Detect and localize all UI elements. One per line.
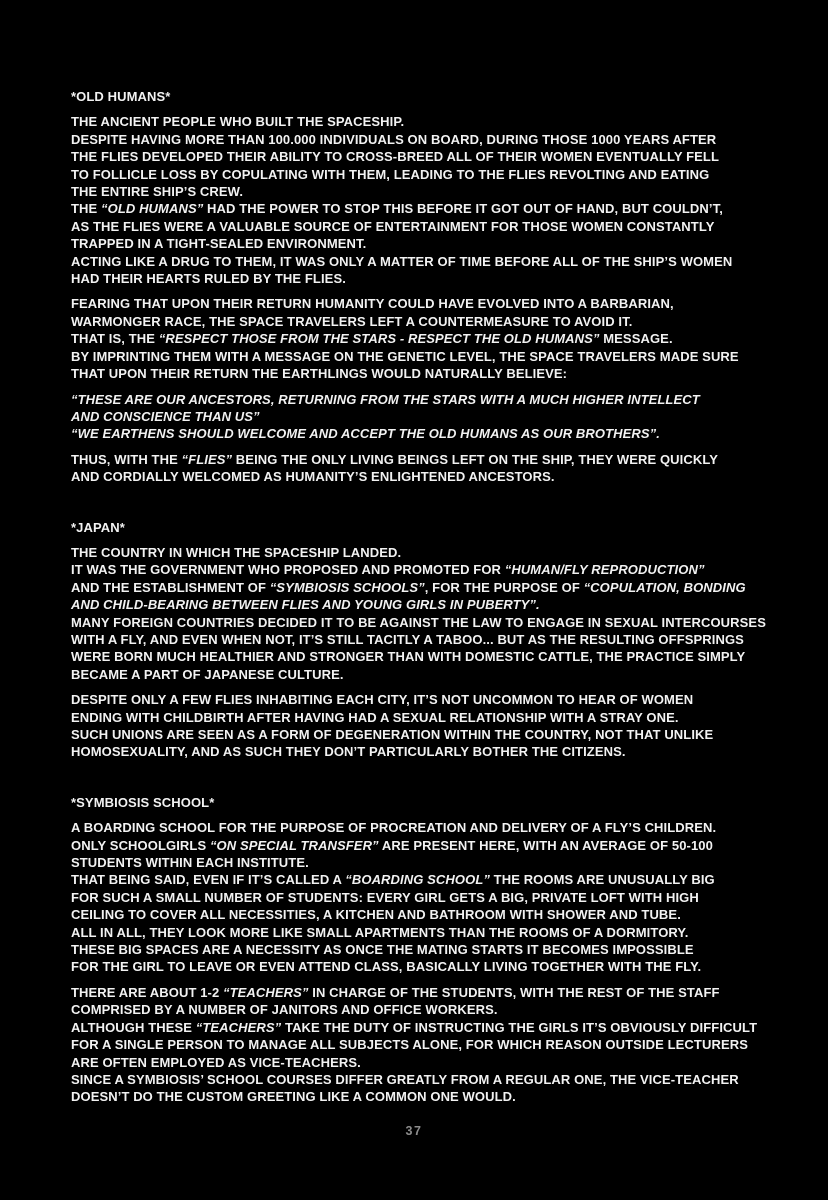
- text-line: [71, 218, 791, 235]
- paragraph: [71, 295, 791, 382]
- text-segment: THE ROOMS ARE UNUSUALLY BIG: [489, 872, 715, 888]
- italic-text-segment: “TEACHERS”: [195, 1019, 282, 1035]
- text-segment: THAT UPON THEIR RETURN THE EARTHLINGS WOULD NATURALLY BELIEVE:: [71, 366, 568, 382]
- italic-text-segment: “BOARDING SCHOOL”: [345, 872, 490, 888]
- text-line: [71, 270, 791, 287]
- text-line: [71, 871, 791, 888]
- text-segment: WARMONGER RACE, THE SPACE TRAVELERS LEFT A COUNTERMEASURE TO AVOID IT.: [71, 313, 633, 329]
- text-line: [71, 984, 791, 1001]
- italic-text-segment: “OLD HUMANS”: [101, 201, 204, 217]
- text-segment: IN CHARGE OF THE STUDENTS, WITH THE REST OF THE STAFF: [308, 984, 720, 1000]
- text-segment: SUCH UNIONS ARE SEEN AS A FORM OF DEGENERATION WITHIN THE COUNTRY, NOT THAT UNLIKE: [71, 727, 714, 742]
- text-segment: A BOARDING SCHOOL FOR THE PURPOSE OF PROCREATION AND DELIVERY OF A FLY’S CHILDREN.: [71, 820, 717, 836]
- text-line: [71, 648, 791, 665]
- text-segment: THAT IS, THE: [71, 331, 159, 347]
- text-segment: HAD THE POWER TO STOP THIS BEFORE IT GOT OUT OF HAND, BUT COULDN’T,: [203, 201, 723, 217]
- text-segment: BY IMPRINTING THEM WITH A MESSAGE ON THE GENETIC LEVEL, THE SPACE TRAVELERS MADE SURE: [71, 348, 739, 364]
- text-segment: BECAME A PART OF JAPANESE CULTURE.: [71, 666, 344, 682]
- text-line: [71, 906, 791, 923]
- text-content: [71, 88, 791, 1106]
- section-japan: [71, 519, 791, 761]
- text-line: [71, 691, 791, 708]
- section-heading: *SYMBIOSIS SCHOOL*: [71, 794, 215, 810]
- text-line: [71, 819, 791, 836]
- text-line: [71, 235, 791, 252]
- text-segment: TAKE THE DUTY OF INSTRUCTING THE GIRLS IT’S OBVIOUSLY DIFFICULT: [281, 1019, 758, 1035]
- text-line: [71, 726, 791, 743]
- italic-text-segment: “THESE ARE OUR ANCESTORS, RETURNING FROM THE STARS WITH A MUCH HIGHER INTELLECT: [71, 391, 700, 407]
- text-line: [71, 854, 791, 871]
- text-segment: MESSAGE.: [599, 331, 673, 347]
- text-line: [71, 148, 791, 165]
- paragraph: [71, 984, 791, 1106]
- text-segment: FOR A SINGLE PERSON TO MANAGE ALL SUBJECTS ALONE, FOR WHICH REASON OUTSIDE LECTURERS: [71, 1037, 748, 1053]
- text-line: [71, 330, 791, 347]
- text-line: [71, 468, 791, 485]
- text-segment: HAD THEIR HEARTS RULED BY THE FLIES.: [71, 271, 346, 287]
- text-line: [71, 1054, 791, 1071]
- text-line: [71, 1019, 791, 1036]
- paragraph: [71, 451, 791, 486]
- text-line: [71, 200, 791, 217]
- text-line: [71, 1071, 791, 1088]
- text-line: [71, 889, 791, 906]
- text-segment: DESPITE ONLY A FEW FLIES INHABITING EACH CITY, IT’S NOT UNCOMMON TO HEAR OF WOMEN: [71, 692, 694, 708]
- text-line: [71, 253, 791, 270]
- text-segment: IT WAS THE GOVERNMENT WHO PROPOSED AND PROMOTED FOR: [71, 562, 505, 578]
- text-line: [71, 1088, 791, 1105]
- text-segment: TO FOLLICLE LOSS BY COPULATING WITH THEM, LEADING TO THE FLIES REVOLTING AND EATING: [71, 166, 710, 182]
- text-segment: ENDING WITH CHILDBIRTH AFTER HAVING HAD A SEXUAL RELATIONSHIP WITH A STRAY ONE.: [71, 709, 679, 725]
- text-segment: BEING THE ONLY LIVING BEINGS LEFT ON THE SHIP, THEY WERE QUICKLY: [232, 451, 718, 467]
- text-segment: THE ANCIENT PEOPLE WHO BUILT THE SPACESHIP.: [71, 114, 405, 130]
- text-segment: ALTHOUGH THESE: [71, 1019, 196, 1035]
- text-segment: SINCE A SYMBIOSIS’ SCHOOL COURSES DIFFER GREATLY FROM A REGULAR ONE, THE VICE-TEACHER: [71, 1071, 739, 1087]
- text-line: [71, 408, 791, 425]
- paragraph: [71, 391, 791, 443]
- paragraph: [71, 113, 791, 287]
- text-line: [71, 451, 791, 468]
- text-segment: ARE PRESENT HERE, WITH AN AVERAGE OF 50-100: [378, 837, 713, 853]
- text-segment: CEILING TO COVER ALL NECESSITIES, A KITCHEN AND BATHROOM WITH SHOWER AND TUBE.: [71, 907, 681, 923]
- text-line: [71, 941, 791, 958]
- section-heading: *OLD HUMANS*: [71, 89, 171, 104]
- text-line: [71, 313, 791, 330]
- paragraph: [71, 544, 791, 683]
- text-segment: STUDENTS WITHIN EACH INSTITUTE.: [71, 855, 309, 871]
- paragraph: [71, 691, 791, 761]
- text-line: [71, 1036, 791, 1053]
- text-line: [71, 166, 791, 183]
- text-line: [71, 131, 791, 148]
- page-number: 37: [405, 1124, 423, 1138]
- text-segment: FEARING THAT UPON THEIR RETURN HUMANITY COULD HAVE EVOLVED INTO A BARBARIAN,: [71, 296, 674, 312]
- text-segment: AND THE ESTABLISHMENT OF: [71, 579, 270, 595]
- italic-text-segment: “WE EARTHENS SHOULD WELCOME AND ACCEPT THE OLD HUMANS AS OUR BROTHERS”.: [71, 426, 660, 442]
- text-line: [71, 425, 791, 442]
- text-segment: ONLY SCHOOLGIRLS: [71, 837, 210, 853]
- text-line: [71, 958, 791, 975]
- text-line: [71, 113, 791, 130]
- text-segment: ARE OFTEN EMPLOYED AS VICE-TEACHERS.: [71, 1054, 361, 1070]
- italic-text-segment: “FLIES”: [181, 451, 233, 467]
- text-line: [71, 1001, 791, 1018]
- text-segment: WERE BORN MUCH HEALTHIER AND STRONGER THAN WITH DOMESTIC CATTLE, THE PRACTICE SIMPLY: [71, 649, 746, 665]
- text-segment: THUS, WITH THE: [71, 451, 182, 467]
- paragraph: [71, 819, 791, 976]
- text-segment: MANY FOREIGN COUNTRIES DECIDED IT TO BE AGAINST THE LAW TO ENGAGE IN SEXUAL INTERCOURSES: [71, 614, 766, 630]
- text-line: [71, 709, 791, 726]
- text-line: [71, 614, 791, 631]
- text-line: [71, 924, 791, 941]
- text-line: [71, 348, 791, 365]
- text-segment: ALL IN ALL, THEY LOOK MORE LIKE SMALL APARTMENTS THAN THE ROOMS OF A DORMITORY.: [71, 924, 689, 940]
- text-segment: TRAPPED IN A TIGHT-SEALED ENVIRONMENT.: [71, 236, 367, 252]
- italic-text-segment: “TEACHERS”: [223, 984, 309, 1000]
- italic-text-segment: “SYMBIOSIS SCHOOLS”: [269, 579, 425, 595]
- text-segment: HOMOSEXUALITY, AND AS SUCH THEY DON’T PARTICULARLY BOTHER THE CITIZENS.: [71, 744, 626, 760]
- text-segment: FOR THE GIRL TO LEAVE OR EVEN ATTEND CLASS, BASICALLY LIVING TOGETHER WITH THE FLY.: [71, 959, 702, 975]
- text-line: [71, 544, 791, 561]
- text-line: [71, 183, 791, 200]
- italic-text-segment: “COPULATION, BONDING: [583, 579, 746, 595]
- text-segment: ACTING LIKE A DRUG TO THEM, IT WAS ONLY A MATTER OF TIME BEFORE ALL OF THE SHIP’S WOMEN: [71, 253, 733, 269]
- italic-text-segment: “RESPECT THOSE FROM THE STARS - RESPECT THE OLD HUMANS”: [158, 331, 600, 347]
- text-segment: , FOR THE PURPOSE OF: [424, 579, 584, 595]
- text-segment: THESE BIG SPACES ARE A NECESSITY AS ONCE THE MATING STARTS IT BECOMES IMPOSSIBLE: [71, 942, 694, 958]
- italic-text-segment: “ON SPECIAL TRANSFER”: [209, 837, 379, 853]
- text-segment: AND CORDIALLY WELCOMED AS HUMANITY’S ENLIGHTENED ANCESTORS.: [71, 469, 555, 485]
- text-line: [71, 295, 791, 312]
- text-segment: DOESN’T DO THE CUSTOM GREETING LIKE A COMMON ONE WOULD.: [71, 1089, 516, 1105]
- text-segment: THE FLIES DEVELOPED THEIR ABILITY TO CROSS-BREED ALL OF THEIR WOMEN EVENTUALLY FELL: [71, 149, 719, 165]
- text-segment: COMPRISED BY A NUMBER OF JANITORS AND OFFICE WORKERS.: [71, 1002, 498, 1018]
- text-line: [71, 837, 791, 854]
- text-line: [71, 743, 791, 760]
- text-line: [71, 631, 791, 648]
- text-segment: AS THE FLIES WERE A VALUABLE SOURCE OF ENTERTAINMENT FOR THOSE WOMEN CONSTANTLY: [71, 218, 715, 234]
- text-line: [71, 391, 791, 408]
- text-segment: THE ENTIRE SHIP’S CREW.: [71, 184, 244, 200]
- italic-text-segment: AND CHILD-BEARING BETWEEN FLIES AND YOUNG GIRLS IN PUBERTY”.: [71, 597, 540, 613]
- section-old-humans: [71, 88, 791, 486]
- text-segment: THAT BEING SAID, EVEN IF IT’S CALLED A: [71, 872, 346, 888]
- text-line: [71, 365, 791, 382]
- text-segment: FOR SUCH A SMALL NUMBER OF STUDENTS: EVERY GIRL GETS A BIG, PRIVATE LOFT WITH HIGH: [71, 889, 699, 905]
- text-line: [71, 561, 791, 578]
- italic-text-segment: AND CONSCIENCE THAN US”: [71, 408, 260, 424]
- section-heading: *JAPAN*: [71, 519, 125, 535]
- italic-text-segment: “HUMAN/FLY REPRODUCTION”: [504, 562, 705, 578]
- text-line: [71, 666, 791, 683]
- text-segment: THE: [71, 201, 102, 217]
- text-segment: THERE ARE ABOUT 1-2: [71, 984, 223, 1000]
- text-line: [71, 596, 791, 613]
- section-symbiosis-school: [71, 794, 791, 1106]
- text-line: [71, 579, 791, 596]
- text-segment: WITH A FLY, AND EVEN WHEN NOT, IT’S STILL TACITLY A TABOO... BUT AS THE RESULTING OFFSPRINGS: [71, 631, 744, 647]
- text-segment: DESPITE HAVING MORE THAN 100.000 INDIVIDUALS ON BOARD, DURING THOSE 1000 YEARS AFTER: [71, 131, 717, 147]
- text-segment: THE COUNTRY IN WHICH THE SPACESHIP LANDED.: [71, 544, 402, 560]
